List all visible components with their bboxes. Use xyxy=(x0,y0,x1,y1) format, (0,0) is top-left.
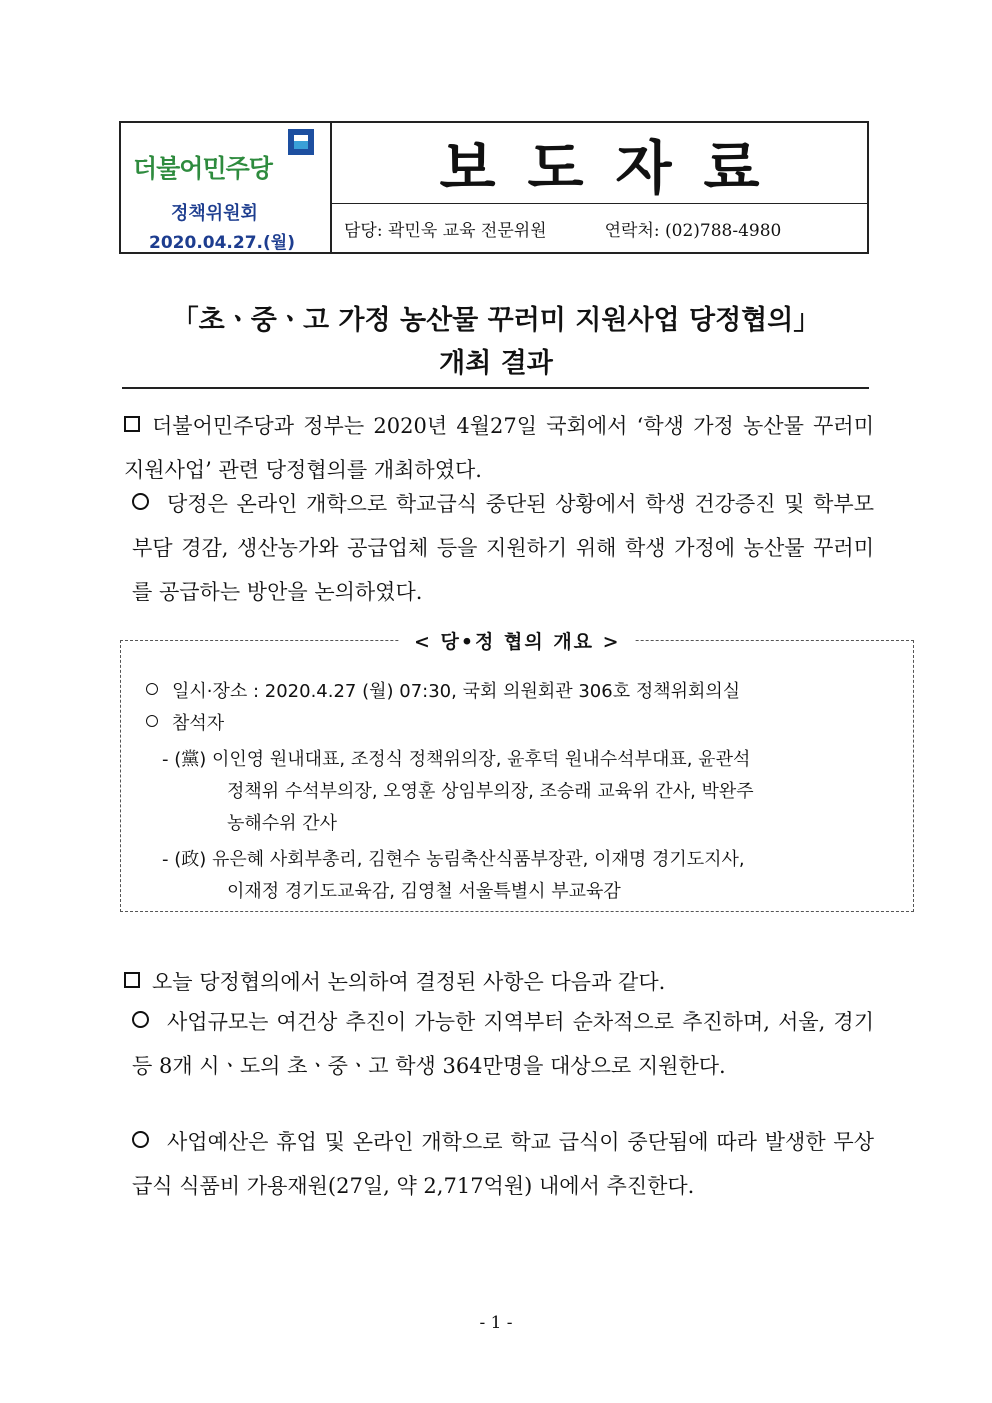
party-attendees-line1: - (黨) 이인영 원내대표, 조정식 정책위의장, 윤후덕 원내수석부대표, 윤관석 xyxy=(162,749,751,770)
section2-sub2 xyxy=(132,1120,874,1208)
section1-bullet-text: 더불어민주당과 정부는 2020년 4월27일 국회에서 ‘학생 가정 농산물 꾸러미 지원사업’ 관련 당정협의를 개최하였다. xyxy=(124,414,874,482)
section2-sub1-text: 사업규모는 여건상 추진이 가능한 지역부터 순차적으로 추진하며, 서울, 경기 등 8개 시ㆍ도의 초ㆍ중ㆍ고 학생 364만명을 대상으로 지원한다. xyxy=(132,1010,874,1078)
contact-cell xyxy=(332,204,867,252)
section1-bullet xyxy=(124,404,874,492)
overview-datetime-text: 일시·장소 : 2020.4.27 (월) 07:30, 국회 의원회관 306호 정책위회의실 xyxy=(172,681,741,702)
document-title-line2: 개최 결과 xyxy=(439,348,553,379)
contact-phone: 연락처: (02)788-4980 xyxy=(604,220,782,241)
square-bullet-icon xyxy=(124,416,140,432)
page-number: - 1 - xyxy=(479,1313,513,1333)
party-attendees-line2: 정책위 수석부의장, 오영훈 상임부의장, 조승래 교육위 간사, 박완주 xyxy=(227,781,754,802)
section2-sub1 xyxy=(132,1000,874,1088)
title-cell xyxy=(332,123,867,204)
overview-datetime xyxy=(146,676,740,708)
title-cell-group xyxy=(332,123,867,252)
party-logo-icon xyxy=(286,127,316,157)
gov-attendees-line1: - (政) 유은혜 사회부총리, 김현수 농림축산식품부장관, 이재명 경기도지사, xyxy=(162,849,745,870)
document-title-line1: 「초ㆍ중ㆍ고 가정 농산물 꾸러미 지원사업 당정협의」 xyxy=(171,305,821,336)
circle-bullet-icon xyxy=(132,493,149,510)
press-release-title: 보도자료 xyxy=(439,134,792,202)
square-bullet-icon xyxy=(124,972,140,988)
section1-sub xyxy=(132,482,874,614)
party-name: 더불어민주당 xyxy=(133,154,272,183)
overview-attendees xyxy=(146,708,224,740)
header-box xyxy=(119,121,869,254)
overview-attendees-label: 참석자 xyxy=(172,713,225,734)
gov-attendees-line2: 이재정 경기도교육감, 김영철 서울특별시 부교육감 xyxy=(227,881,621,902)
small-circle-icon xyxy=(146,683,158,695)
title-divider xyxy=(122,387,869,389)
section2-sub2-text: 사업예산은 휴업 및 온라인 개학으로 학교 급식이 중단됨에 따라 발생한 무상급식 식품비 가용재원(27일, 약 2,717억원) 내에서 추진한다. xyxy=(132,1130,874,1198)
section2-bullet xyxy=(124,960,874,1004)
section2-bullet-text: 오늘 당정협의에서 논의하여 결정된 사항은 다음과 같다. xyxy=(152,970,666,994)
section1-sub-text: 당정은 온라인 개학으로 학교급식 중단된 상황에서 학생 건강증진 및 학부모 부담 경감, 생산농가와 공급업체 등을 지원하기 위해 학생 가정에 농산물 꾸러미를 공급하는 방안을 논의하였다. xyxy=(132,492,874,604)
logo-cell xyxy=(121,123,332,252)
overview-title: < 당•정 협의 개요 > xyxy=(400,627,635,654)
small-circle-icon xyxy=(146,715,158,727)
party-attendees-line3: 농해수위 간사 xyxy=(227,813,338,834)
circle-bullet-icon xyxy=(132,1131,149,1148)
release-date: 2020.04.27.(월) xyxy=(149,233,295,253)
circle-bullet-icon xyxy=(132,1011,149,1028)
committee-name: 정책위원회 xyxy=(171,203,258,224)
contact-person: 담당: 곽민욱 교육 전문위원 xyxy=(344,220,547,241)
